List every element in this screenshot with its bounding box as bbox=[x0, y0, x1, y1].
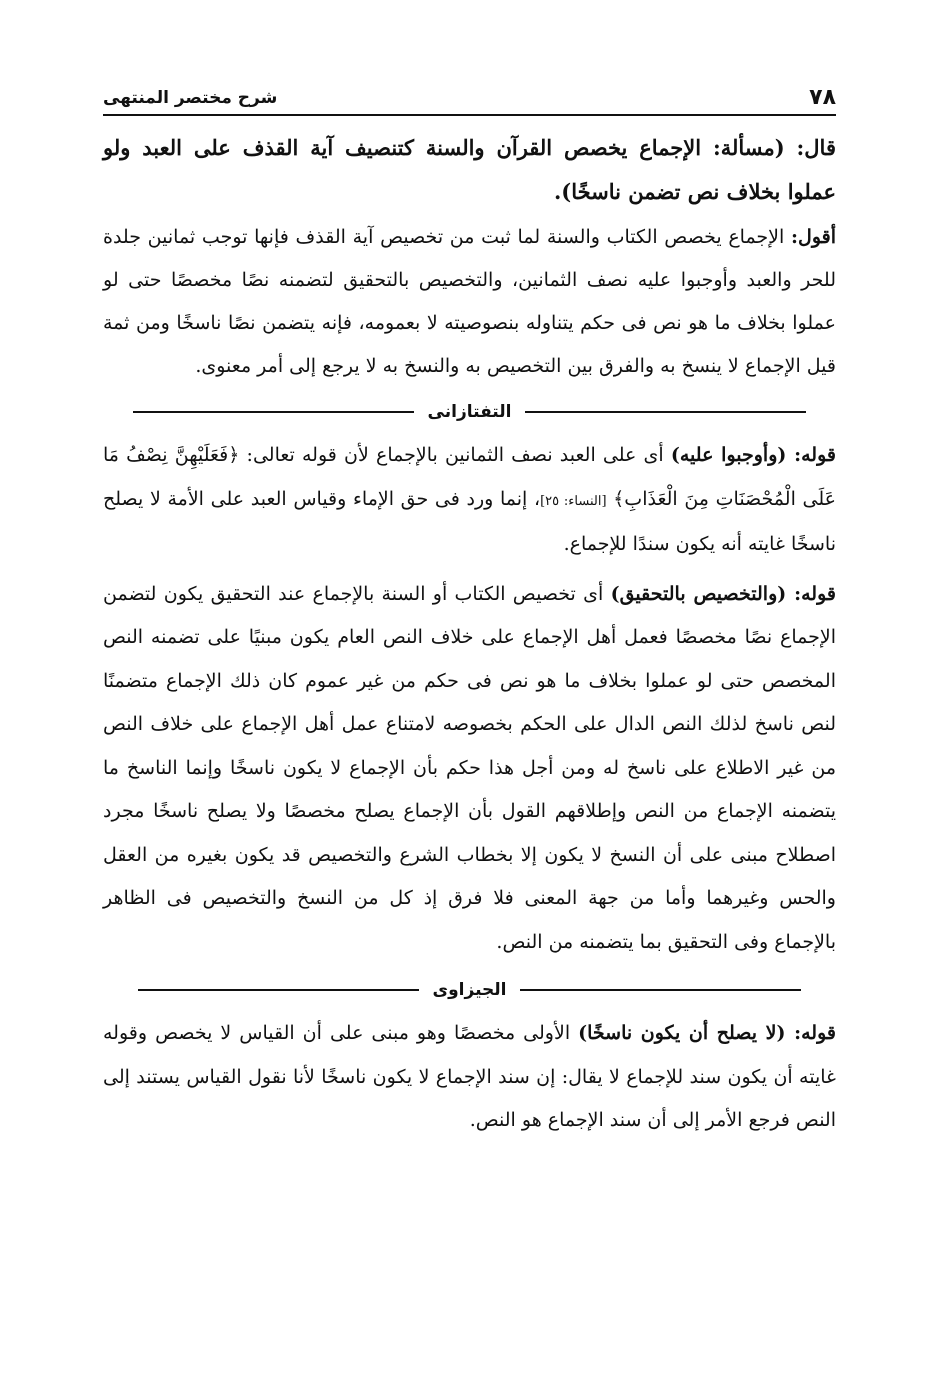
sharh-lead: أقول: bbox=[791, 226, 837, 248]
section-divider-jizawi bbox=[103, 972, 836, 1008]
commentary-text: أى تخصيص الكتاب أو السنة بالإجماع عند التحقيق يكون لتضمن الإجماع نصًا مخصصًا فعمل أهل الإجماع على خلاف النص العام يكون مبنيًا على تضمنه النص المخصص حتى لو عملوا بخلاف ما هو نص فى حكم من غير عموم كان ذلك الإجماع متضمنًا لنص ناسخ لذلك النص الدال على الحكم بخصوصه لامتناع عمل أهل الإجماع على خلاف النص من غير الاطلاع على ناسخ له ومن أجل هذا حكم بأن الإجماع لا يكون ناسخًا وإنما الناسخ ما يتضمنه الإجماع من النص وإطلاقهم القول بأن الإجماع يصلح مخصصًا ولا يصلح ناسخًا مجرد اصطلاح مبنى على أن النسخ لا يكون إلا بخطاب الشرع والتخصيص قد يكون بغيره من العقل والحس وغيرهما وأما من جهة المعنى فلا فرق إذ كل من النسخ والتخصيص فى الظاهر بالإجماع وفى التحقيق بما يتضمنه من النص. bbox=[103, 582, 836, 953]
commentary-lead: قوله: (والتخصيص بالتحقيق) bbox=[610, 582, 836, 605]
quran-citation: [النساء: ٢٥] bbox=[540, 493, 607, 509]
divider-rule bbox=[133, 411, 414, 413]
book-page bbox=[103, 78, 836, 1143]
commentary-lead: قوله: (لا يصلح أن يكون ناسخًا) bbox=[578, 1022, 836, 1044]
divider-rule bbox=[525, 411, 806, 413]
divider-rule bbox=[520, 989, 801, 991]
commentary-text: ، إنما ورد فى حق الإماء وقياس العبد على الأمة لا يصلح ناسخًا غايته أنه يكون سندًا للإجماع. bbox=[103, 487, 836, 555]
commentary-paragraph bbox=[103, 434, 836, 567]
commentary-text: أى على العبد نصف الثمانين بالإجماع لأن قوله تعالى: ﴿فَعَلَيْهِنَّ نِصْفُ مَا عَلَى الْمُحْصَنَاتِ مِنَ الْعَذَابِ﴾ bbox=[103, 444, 836, 510]
sharh-text: الإجماع يخصص الكتاب والسنة لما ثبت من تخصيص آية القذف فإنها توجب ثمانين جلدة للحر والعبد وأوجبوا عليه نصف الثمانين، والتخصيص بالتحقيق لتضمنه نصًا مخصصًا حتى لو عملوا بخلاف ما هو نص فى حكم يتناوله بنصوصيته لا بعمومه، فإنه يتضمن نصًا ناسخًا ومن ثمة قيل الإجماع لا ينسخ به والفرق بين التخصيص به والنسخ به لا يرجع إلى أمر معنوى. bbox=[103, 226, 836, 377]
matn-paragraph: قال: (مسألة: الإجماع يخصص القرآن والسنة كتنصيف آية القذف على العبد ولو عملوا بخلاف نص تضمن ناسخًا). bbox=[103, 135, 836, 204]
section-divider-taftazani bbox=[103, 394, 836, 430]
sharh-paragraph bbox=[103, 216, 836, 388]
commentary-paragraph bbox=[103, 573, 836, 965]
commentary-text: الأولى مخصصًا وهو مبنى على أن القياس لا يخصص وقوله غايته أن يكون سند للإجماع لا يقال: إن سند الإجماع لا يكون ناسخًا لأنا نقول القياس يستند إلى النص فرجع الأمر إلى أن سند الإجماع هو النص. bbox=[103, 1022, 836, 1131]
section-title-jizawi: الجيزاوى bbox=[432, 980, 507, 1000]
section-title-taftazani: التفتازانى bbox=[427, 402, 512, 422]
running-header bbox=[103, 78, 836, 116]
page-number: ٧٨ bbox=[809, 85, 836, 110]
commentary-paragraph bbox=[103, 1012, 836, 1143]
book-title: شرح مختصر المنتهى bbox=[103, 88, 278, 108]
divider-rule bbox=[138, 989, 419, 991]
commentary-lead: قوله: (وأوجبوا عليه) bbox=[670, 444, 836, 466]
